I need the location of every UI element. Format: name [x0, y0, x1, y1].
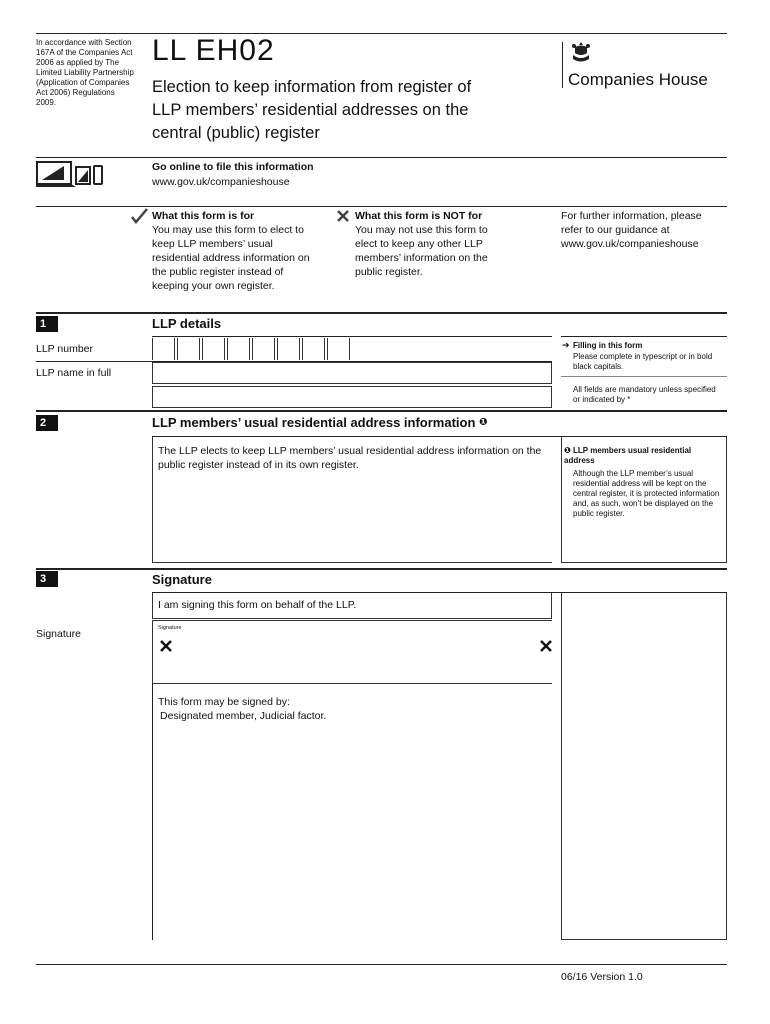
signing-statement: I am signing this form on behalf of the LLP.	[158, 599, 357, 611]
signing-statement-box	[152, 593, 552, 619]
section-3-title: Signature	[152, 572, 212, 587]
election-statement: The LLP elects to keep LLP members’ usual residential address information on the public register instead of in its own register.	[158, 445, 542, 471]
llp-name-label: LLP name in full	[36, 367, 112, 379]
llp-number-input[interactable]	[152, 338, 352, 360]
cross-icon	[336, 209, 350, 223]
arrow-icon: ➔	[562, 340, 570, 350]
guidance-text: For further information, please refer to our guidance at www.gov.uk/companieshouse	[561, 210, 702, 250]
legal-basis-text: In accordance with Section 167A of the Companies Act 2006 as applied by The Limited Liability Partnership (Application of Companies Act 2006) Regulations 2009.	[36, 38, 134, 107]
signature-note-box	[561, 593, 727, 940]
form-not-for-heading: What this form is NOT for	[355, 210, 483, 222]
usual-address-note-heading-text: LLP members usual residential address	[564, 446, 692, 465]
section-2-title	[152, 415, 488, 430]
filling-note-heading: Filling in this form	[573, 341, 643, 350]
signed-by-text: Designated member, Judicial factor.	[160, 710, 327, 722]
signature-box-label: Signature	[158, 625, 182, 631]
mandatory-note-text: All fields are mandatory unless specified or indicated by *	[573, 385, 716, 404]
signature-label: Signature	[36, 628, 81, 640]
brand-name: Companies House	[568, 70, 708, 89]
form-code: LL EH02	[152, 34, 275, 67]
signature-box[interactable]	[152, 620, 552, 684]
form-title: Election to keep information from register of LLP members’ residential addresses on the central (public) register	[152, 78, 472, 142]
form-for-text: You may use this form to elect to keep LLP members’ usual residential address information on the public register instead of keeping your own register.	[152, 224, 310, 292]
section-1-number: 1	[36, 316, 58, 332]
section-1-title: LLP details	[152, 316, 222, 331]
tick-icon	[130, 207, 150, 225]
signature-start-x-icon	[159, 639, 173, 658]
crest-icon	[570, 40, 592, 64]
form-version: 06/16 Version 1.0	[561, 971, 643, 983]
online-heading: Go online to file this information	[152, 161, 314, 173]
filling-note-text: Please complete in typescript or in bold black capitals.	[573, 352, 713, 371]
usual-address-note-text: Although the LLP member’s usual residential address will be kept on the central register, it is protected information and, as such, won’t be displayed on the public register.	[573, 469, 720, 518]
usual-address-note-box	[561, 437, 727, 563]
form-for-heading: What this form is for	[152, 210, 255, 222]
section-3-number: 3	[36, 571, 58, 587]
online-filing-icon	[36, 160, 108, 188]
section-2-title-text: LLP members’ usual residential address information	[152, 415, 476, 430]
signed-by-heading: This form may be signed by:	[158, 696, 290, 708]
form-not-for-text: You may not use this form to elect to keep any other LLP members’ information on the public register.	[355, 224, 488, 278]
election-statement-box	[152, 437, 552, 563]
llp-name-field-2[interactable]	[153, 387, 551, 407]
llp-name-input-line2[interactable]	[152, 386, 552, 408]
usual-address-note-heading	[564, 446, 724, 466]
section-2-number: 2	[36, 415, 58, 431]
info-icon: ❶	[479, 417, 488, 428]
llp-number-label: LLP number	[36, 343, 94, 355]
info-note-icon: ❶	[564, 446, 571, 455]
signature-end-x-icon	[539, 639, 553, 658]
llp-name-field-1[interactable]	[153, 363, 551, 383]
llp-name-input-line1[interactable]	[152, 362, 552, 384]
online-url-link[interactable]: www.gov.uk/companieshouse	[152, 176, 290, 188]
